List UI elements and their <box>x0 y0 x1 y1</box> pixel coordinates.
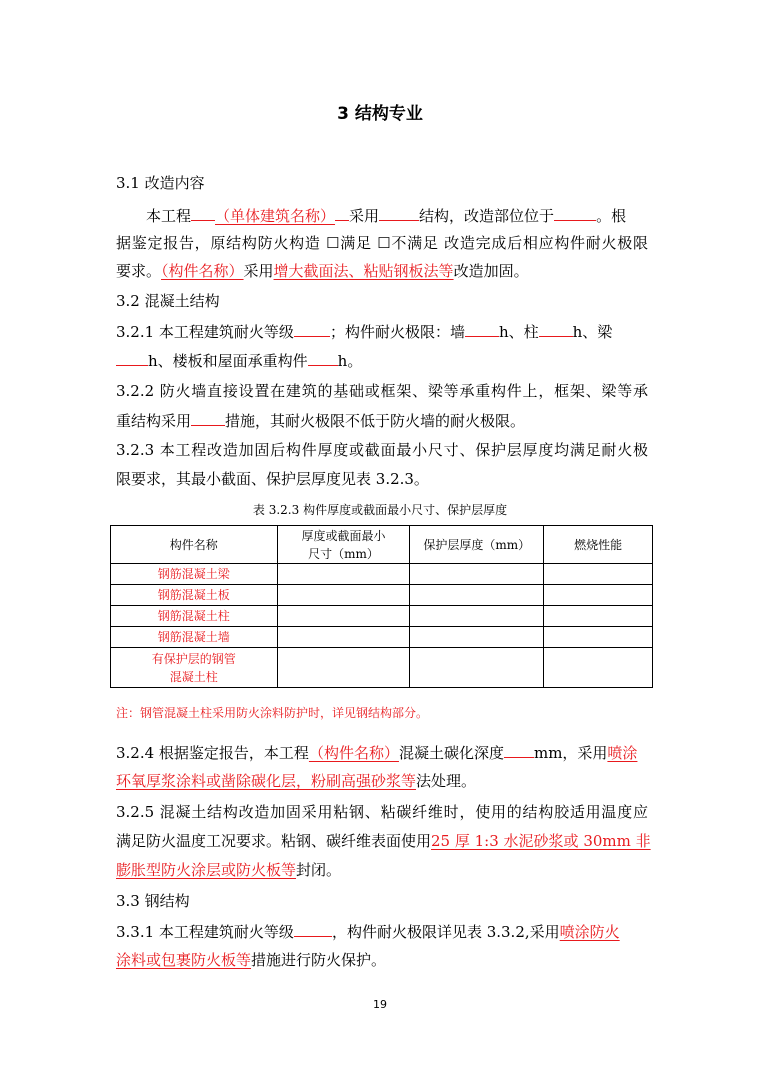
text: h。 <box>337 352 363 370</box>
method-text: 增大截面法、粘贴钢板法等 <box>273 262 454 280</box>
para-3-3-1-line2 <box>116 950 648 970</box>
blank-field <box>191 205 215 221</box>
text: 改造加固。 <box>453 262 529 280</box>
text: 3.3.1 本工程建筑耐火等级 <box>116 923 294 941</box>
row-label-line: 有保护层的钢管 <box>151 651 236 666</box>
para-3-2-3-line2: 限要求，其最小截面、保护层厚度见表 3.2.3。 <box>116 470 429 488</box>
table-row <box>111 585 653 606</box>
component-name-placeholder: （构件名称） <box>161 262 244 280</box>
text: h、楼板和屋面承重构件 <box>148 352 308 370</box>
table-cell <box>544 564 653 585</box>
text: mm，采用 <box>533 744 608 762</box>
table-row <box>111 648 653 688</box>
para-3-3-1-line1 <box>116 921 648 942</box>
page-number: 19 <box>373 998 387 1011</box>
method-text: 膨胀型防火涂层或防火板等 <box>116 861 297 879</box>
row-label: 钢筋混凝土板 <box>111 585 278 606</box>
method-text: 喷涂防火 <box>559 923 620 941</box>
row-label <box>111 648 278 688</box>
blank-field <box>116 350 148 366</box>
component-name-placeholder: （构件名称） <box>308 744 399 762</box>
para-3-1-line1 <box>146 205 648 226</box>
table-row <box>111 627 653 648</box>
blank-field <box>379 205 419 221</box>
header-cell: 保护层厚度（mm） <box>410 526 544 564</box>
text: 法处理。 <box>416 772 477 790</box>
text: 3.2.1 本工程建筑耐火等级 <box>116 323 294 341</box>
blank-field <box>335 205 349 221</box>
table-cell <box>410 564 544 585</box>
text: h、梁 <box>572 323 613 341</box>
para-3-2-5-line1: 3.2.5 混凝土结构改造加固采用粘钢、粘碳纤维时，使用的结构胶适用温度应 <box>116 803 648 821</box>
table-header-row <box>111 526 653 564</box>
heading-3-2: 3.2 混凝土结构 <box>116 292 220 310</box>
header-cell: 构件名称 <box>111 526 278 564</box>
section-title: 3 结构专业 <box>337 104 423 124</box>
para-3-2-5-line3 <box>116 860 648 880</box>
para-3-2-1-line2 <box>116 350 648 371</box>
text: 措施进行防火保护。 <box>251 951 387 969</box>
text: 封闭。 <box>296 861 342 879</box>
building-name-placeholder: （单体建筑名称） <box>215 207 336 225</box>
heading-3-3: 3.3 钢结构 <box>116 892 190 910</box>
row-label: 钢筋混凝土墙 <box>111 627 278 648</box>
table-cell <box>277 627 410 648</box>
text: 结构，改造部位位于 <box>419 207 555 225</box>
blank-field <box>308 350 338 366</box>
header-cell <box>277 526 410 564</box>
method-text: 25 厚 1:3 水泥砂浆或 30mm 非 <box>431 832 651 850</box>
text: ；构件耐火极限：墙 <box>329 323 465 341</box>
method-text: 环氧厚浆涂料或凿除碳化层，粉刷高强砂浆等 <box>116 772 417 790</box>
para-3-2-5-line2 <box>116 831 651 851</box>
table-row <box>111 606 653 627</box>
text: h、柱 <box>498 323 539 341</box>
text: 3.2.4 根据鉴定报告，本工程 <box>116 744 309 762</box>
table-cell <box>410 648 544 688</box>
text: 要求。 <box>116 262 162 280</box>
table-cell <box>410 627 544 648</box>
table-cell <box>544 627 653 648</box>
table-caption: 表 3.2.3 构件厚度或截面最小尺寸、保护层厚度 <box>252 503 508 517</box>
fire-resistance-table <box>110 525 653 688</box>
table-cell <box>544 606 653 627</box>
header-line: 尺寸（mm） <box>308 546 379 561</box>
para-3-2-2-line2 <box>116 410 648 431</box>
row-label: 钢筋混凝土梁 <box>111 564 278 585</box>
row-label-line: 混凝土柱 <box>169 669 218 684</box>
blank-field <box>191 410 225 426</box>
blank-field <box>504 742 534 758</box>
text: 混凝土碳化深度 <box>398 744 504 762</box>
table-note: 注：钢管混凝土柱采用防火涂料防护时，详见钢结构部分。 <box>116 706 429 720</box>
text: 采用 <box>349 207 380 225</box>
text: 采用 <box>243 262 274 280</box>
table-cell <box>544 585 653 606</box>
table-cell <box>277 606 410 627</box>
table-cell <box>544 648 653 688</box>
text: 。根 <box>596 207 627 225</box>
text: 重结构采用 <box>116 412 192 430</box>
table-cell <box>410 606 544 627</box>
para-3-1-line2: 据鉴定报告，原结构防火构造 ☐满足 ☐不满足 改造完成后相应构件耐火极限 <box>116 234 648 252</box>
text: 措施，其耐火极限不低于防火墙的耐火极限。 <box>225 412 526 430</box>
blank-field <box>539 321 573 337</box>
blank-field <box>294 921 332 937</box>
heading-3-1: 3.1 改造内容 <box>116 174 205 192</box>
table-cell <box>410 585 544 606</box>
blank-field <box>465 321 499 337</box>
blank-field <box>554 205 596 221</box>
para-3-2-2-line1: 3.2.2 防火墙直接设置在建筑的基础或框架、梁等承重构件上，框架、梁等承 <box>116 382 648 400</box>
header-cell: 燃烧性能 <box>544 526 653 564</box>
para-3-2-4-line1 <box>116 742 648 763</box>
para-3-2-1-line1 <box>116 321 648 342</box>
table-cell <box>277 648 410 688</box>
table-row <box>111 564 653 585</box>
row-label: 钢筋混凝土柱 <box>111 606 278 627</box>
table-cell <box>277 564 410 585</box>
method-text: 涂料或包裹防火板等 <box>116 951 252 969</box>
method-text: 喷涂 <box>607 744 638 762</box>
header-line: 厚度或截面最小 <box>301 528 386 543</box>
blank-field <box>294 321 330 337</box>
para-3-1-line3 <box>116 261 648 281</box>
text: 本工程 <box>146 207 192 225</box>
para-3-2-4-line2 <box>116 771 648 791</box>
text: ，构件耐火极限详见表 3.3.2,采用 <box>331 923 560 941</box>
para-3-2-3-line1: 3.2.3 本工程改造加固后构件厚度或截面最小尺寸、保护层厚度均满足耐火极 <box>116 441 648 459</box>
text: 满足防火温度工况要求。粘钢、碳纤维表面使用 <box>116 832 432 850</box>
table-cell <box>277 585 410 606</box>
